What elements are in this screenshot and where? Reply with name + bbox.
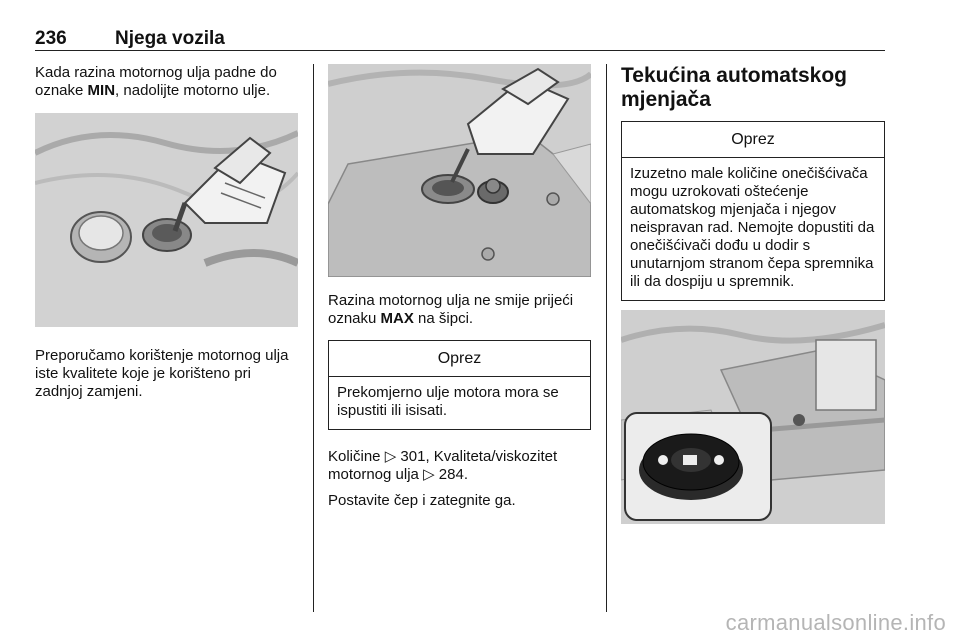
caution-box xyxy=(328,340,591,430)
page-header xyxy=(35,28,885,51)
paragraph: Količine ▷ 301, Kvaliteta/viskozitet motornog ulja ▷ 284. xyxy=(328,448,558,483)
page-reference[interactable]: 301 xyxy=(400,448,426,465)
oil-cap-illustration xyxy=(328,64,591,277)
caution-title: Oprez xyxy=(329,341,590,377)
paragraph: Postavite čep i zategnite ga. xyxy=(328,492,516,509)
reference-arrow-icon: ▷ xyxy=(423,466,435,483)
page-number: 236 xyxy=(35,28,67,49)
paragraph: Preporučamo korištenje motornog ulja iste kvalitete koje je korišteno pri zadnjoj zamjeni. xyxy=(35,347,289,400)
transmission-fluid-cap-illustration xyxy=(621,310,885,524)
oil-filling-illustration xyxy=(35,113,298,327)
section-heading: Tekućina automatskog mjenjača xyxy=(621,64,847,111)
column-3 xyxy=(621,64,885,524)
page-reference[interactable]: 284 xyxy=(438,466,464,483)
chapter-title: Njega vozila xyxy=(115,28,225,49)
column-divider xyxy=(313,64,314,612)
watermark: carmanualsonline.info xyxy=(725,610,946,635)
max-mark-label: MAX xyxy=(380,310,414,327)
paragraph: Razina motornog ulja ne smije prijeći oznaku MAX na šipci. xyxy=(328,292,574,327)
caution-body: Prekomjerno ulje motora mora se ispustiti ili isisati. xyxy=(337,384,559,419)
column-divider xyxy=(606,64,607,612)
min-mark-label: MIN xyxy=(87,82,116,99)
caution-body: Izuzetno male količine onečišćivača mogu uzrokovati oštećenje automatskog mjenjača i njegov neispravan rad. Nemojte dopustiti da onečišćivači dođu u dodir s unutarnjom stranom čepa spremnika ili da dospiju u spremnik. xyxy=(630,165,875,290)
caution-box xyxy=(621,121,885,301)
reference-arrow-icon: ▷ xyxy=(384,448,397,465)
caution-title: Oprez xyxy=(622,122,884,158)
column-1 xyxy=(35,64,298,401)
column-2 xyxy=(328,64,591,510)
paragraph: Kada razina motornog ulja padne do oznake MIN, nadolijte motorno ulje. xyxy=(35,64,277,99)
